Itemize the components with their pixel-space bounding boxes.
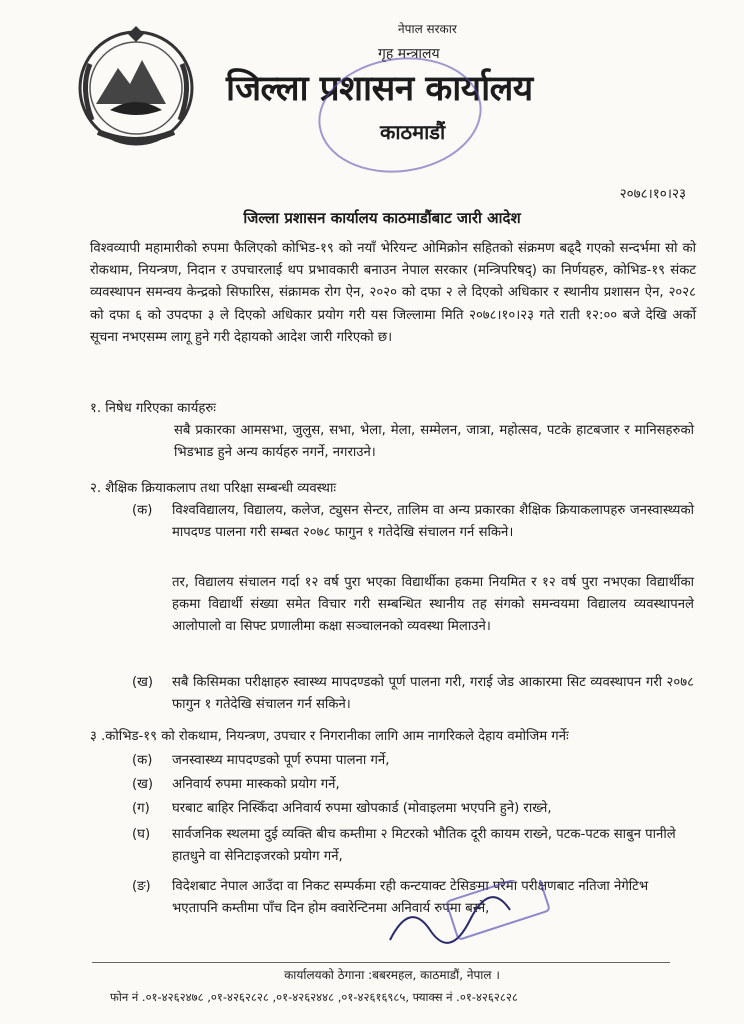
section-3-item-text: विदेशबाट नेपाल आउँदा वा निकट सम्पर्कमा रही कन्टयाक्ट टेसिङमा परेमा परीक्षणबाट नतिजा नेगेटिभ भएतापनि कम्तीमा पाँच दिन होम क्वारेन्टिनमा अनिवार्य रुपमा बस्ने, xyxy=(172,879,649,917)
section-3-item-marker: (ग) xyxy=(132,801,150,816)
section-2-b-text: सबै किसिमका परीक्षाहरु स्वास्थ्य मापदण्डको पूर्ण पालना गरी, गराई जेड आकारमा सिट व्यवस्थापन गरी २०७८ फागुन १ गतेदेखि संचालन गर्न सकिने। xyxy=(172,675,694,713)
section-3-item-text: घरबाट बाहिर निस्किँदा अनिवार्य रुपमा खोपकार्ड (मोवाइलमा भएपनि हुने) राख्ने, xyxy=(172,801,552,816)
order-date: २०७८।१०।२३ xyxy=(619,186,686,202)
signature-stamp-icon xyxy=(380,880,550,960)
section-2-a-marker: (क) xyxy=(132,503,153,518)
section-3-item-text: सार्वजनिक स्थलमा दुई व्यक्ति बीच कम्तीमा २ मिटरको भौतिक दूरी कायम राख्ने, पटक-पटक साबुन पानीले हातधुने वा सेनिटाइजरको प्रयोग गर्ने, xyxy=(172,827,676,865)
section-3-item-text: जनस्वास्थ्य मापदण्डको पूर्ण रुपमा पालना गर्ने, xyxy=(172,753,390,768)
footer-address: कार्यालयको ठेगाना :बबरमहल, काठमाडौं, नेपाल । xyxy=(284,968,500,982)
section-3-item-marker: (घ) xyxy=(132,827,151,842)
order-title: जिल्ला प्रशासन कार्यालय काठमाडौंबाट जारी आदेश xyxy=(243,209,521,227)
section-2-b-marker: (ख) xyxy=(132,675,154,690)
nepal-emblem-icon xyxy=(70,24,202,148)
section-1-body: सबै प्रकारका आमसभा, जुलुस, सभा, भेला, मेला, सम्मेलन, जात्रा, महोत्सव, पटके हाटबजार र मानिसहरुको भिडभाड हुने अन्य कार्यहरु नगर्ने, नगराउने। xyxy=(174,423,694,461)
footer-divider xyxy=(92,962,670,963)
section-3-heading: ३ .कोभिड-१९ को रोकथाम, नियन्त्रण, उपचार र निगरानीका लागि आम नागरिकले देहाय वमोजिम गर्नेः xyxy=(90,729,569,744)
section-2-a-text: विश्वविद्यालय, विद्यालय, कलेज, ट्युसन सेन्टर, तालिम वा अन्य प्रकारका शैक्षिक क्रियाकलापहरु जनस्वास्थ्यको मापदण्ड पालना गरी सम्बत २०७८ फागुन १ गतेदेखि संचालन गर्न सकिने। xyxy=(172,503,694,541)
section-3-item-marker: (ङ) xyxy=(132,879,151,894)
office-title: जिल्ला प्रशासन कार्यालय xyxy=(226,69,533,109)
section-1-heading: १. निषेध गरिएका कार्यहरुः xyxy=(90,401,216,416)
ministry-label: गृह मन्त्रालय xyxy=(378,46,440,62)
section-2-a-proviso: तर, विद्यालय संचालन गर्दा १२ वर्ष पुरा भएका विद्यार्थीका हकमा नियमित र १२ वर्ष पुरा नभएका विद्यार्थीका हकमा विद्यार्थी संख्या समेत विचार गरी सम्बन्धित स्थानीय तह संगको समन्वयमा विद्यालय व्यवस्थापनले आलोपालो वा सिफ्ट प्रणालीमा कक्षा सञ्चालनको व्यवस्था मिलाउने। xyxy=(172,575,694,635)
office-city: काठमाडौं xyxy=(380,120,446,144)
government-label: नेपाल सरकार xyxy=(398,22,457,36)
section-3-item-text: अनिवार्य रुपमा मास्कको प्रयोग गर्ने, xyxy=(172,777,340,792)
footer-phones: फोन नं .०१-४२६२४७८ ,०१-४२६२८२८ ,०१-४२६२४४८ ,०१-४२६१६९८५, फ्याक्स नं .०१-४२६२८२८ xyxy=(110,990,518,1004)
section-3-item-marker: (ख) xyxy=(132,777,154,792)
section-2-heading: २. शैक्षिक क्रियाकलाप तथा परिक्षा सम्बन्धी व्यवस्थाः xyxy=(90,481,337,496)
intro-paragraph: विश्वव्यापी महामारीको रुपमा फैलिएको कोभिड-१९ को नयाँ भेरियन्ट ओमिक्रोन सहितको संक्रमण बढ्दै गएको सन्दर्भमा सो को रोकथाम, नियन्त्रण, निदान र उपचारलाई थप प्रभावकारी बनाउन नेपाल सरकार (मन्त्रिपरिषद्) का निर्णयहरु, कोभिड-१९ संकट व्यवस्थापन समन्वय केन्द्रको सिफारिस, संक्रामक रोग ऐन, २०२० को दफा २ ले दिएको अधिकार र स्थानीय प्रशासन ऐन, २०२८ को दफा ६ को उपदफा ३ ले दिएको अधिकार प्रयोग गरी यस जिल्लामा मिति २०७८।१०।२३ गते राती १२:०० बजे देखि अर्को सूचना नभएसम्म लागू हुने गरी देहायको आदेश जारी गरिएको छ। xyxy=(90,241,696,345)
section-3-item-marker: (क) xyxy=(132,753,153,768)
